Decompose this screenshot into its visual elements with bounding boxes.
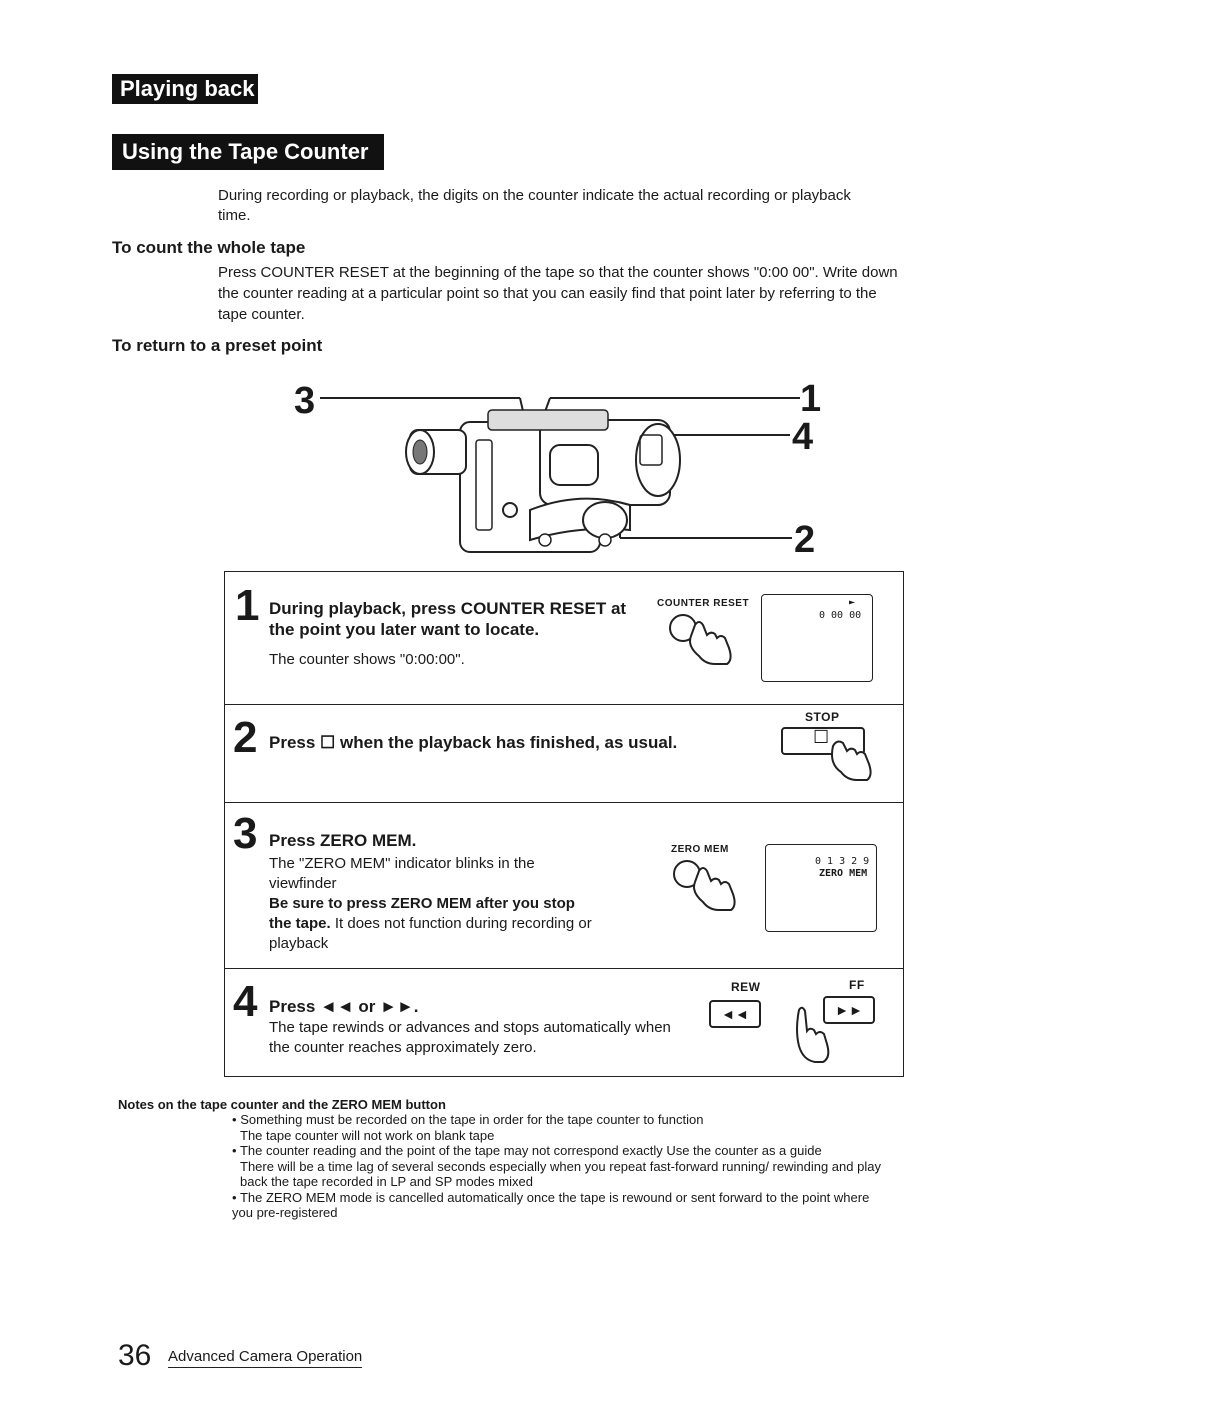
note-item xyxy=(232,1128,892,1144)
count-whole-text: Press COUNTER RESET at the beginning of the tape so that the counter shows "0:00 00". Write down the counter reading at a particular point so that you can easily find that point later by referring to the tape counter. xyxy=(218,264,898,323)
note-text: The tape counter will not work on blank tape xyxy=(240,1127,495,1143)
counter-display-symbol: ► xyxy=(849,597,856,608)
note-item xyxy=(232,1112,892,1128)
step-3-rest-text: It does not function during recording or playback xyxy=(269,915,592,952)
section-tag: Playing back xyxy=(112,74,258,104)
step-2-title: Press ☐ when the playback has finished, as usual. xyxy=(269,733,678,752)
bullet-icon: • xyxy=(232,1112,237,1127)
count-whole-heading: To count the whole tape xyxy=(112,238,306,257)
step-3-warning: Be sure to press ZERO MEM after you stop the tape. xyxy=(269,895,575,932)
notes-heading: Notes on the tape counter and the ZERO MEM button xyxy=(118,1097,446,1112)
step-4-title: Press ◄◄ or ►►. xyxy=(269,997,419,1016)
counter-display xyxy=(761,594,873,682)
camcorder-illustration xyxy=(280,380,840,560)
rew-symbol: ◄◄ xyxy=(721,1006,749,1022)
note-text: The ZERO MEM mode is cancelled automatically once the tape is rewound or sent forward to the point where you pre-registered xyxy=(232,1189,870,1220)
note-item xyxy=(232,1159,892,1190)
step-1-text: The counter shows "0:00:00". xyxy=(269,651,465,668)
step-divider xyxy=(225,802,903,803)
note-text: Something must be recorded on the tape in order for the tape counter to function xyxy=(240,1112,704,1127)
rew-ff-finger-icon xyxy=(789,1006,839,1072)
callout-2: 2 xyxy=(794,519,816,561)
step-divider xyxy=(225,704,903,705)
zero-mem-button-icon xyxy=(665,858,755,928)
step-1-title: During playback, press COUNTER RESET at the point you later want to locate. xyxy=(269,599,627,639)
callout-4: 4 xyxy=(792,416,814,458)
intro-text: During recording or playback, the digits on the counter indicate the actual recording or playback time. xyxy=(218,187,851,224)
ff-symbol: ►► xyxy=(835,1002,863,1018)
counter-reset-label: COUNTER RESET xyxy=(657,598,750,609)
ff-label: FF xyxy=(849,978,865,992)
stop-finger-icon xyxy=(825,742,875,792)
note-item xyxy=(232,1143,892,1159)
steps-table xyxy=(224,571,904,1077)
step-3-title: Press ZERO MEM. xyxy=(269,831,417,850)
bullet-icon: • xyxy=(232,1143,237,1158)
step-4-number: 4 xyxy=(233,977,258,1026)
rew-label: REW xyxy=(731,980,761,994)
step-3-number: 3 xyxy=(233,809,258,858)
note-text: The counter reading and the point of the tape may not correspond exactly Use the counter as a guide xyxy=(239,1143,822,1158)
footer-section: Advanced Camera Operation xyxy=(168,1348,362,1368)
zero-mem-display-value: 0 1 3 2 9 xyxy=(815,856,870,867)
step-divider xyxy=(225,968,903,969)
notes-list xyxy=(232,1112,892,1221)
page-title: Using the Tape Counter xyxy=(112,134,384,170)
step-3-blink-text: The "ZERO MEM" indicator blinks in the viewfinder xyxy=(269,855,535,892)
zero-mem-display-indicator: ZERO MEM xyxy=(819,868,868,879)
bullet-icon: • xyxy=(232,1189,237,1205)
stop-label: STOP xyxy=(805,710,840,724)
note-text: There will be a time lag of several seconds especially when you repeat fast-forward running/ rewinding and play back the tape recorded in LP and SP modes mixed xyxy=(240,1158,881,1189)
zero-mem-label: ZERO MEM xyxy=(671,844,729,855)
page-number: 36 xyxy=(118,1339,152,1372)
stop-button-symbol: ☐ xyxy=(813,727,830,747)
step-4-text: The tape rewinds or advances and stops automatically when the counter reaches approximately zero. xyxy=(269,1019,671,1056)
step-2-number: 2 xyxy=(233,713,258,762)
step-1-number: 1 xyxy=(235,581,260,630)
return-preset-heading: To return to a preset point xyxy=(112,336,323,355)
callout-1: 1 xyxy=(800,378,822,420)
note-item xyxy=(232,1190,892,1221)
camcorder-diagram xyxy=(280,380,840,560)
counter-reset-button-icon xyxy=(655,612,745,682)
counter-display-value: 0 00 00 xyxy=(819,610,862,621)
callout-3: 3 xyxy=(294,380,316,422)
rew-button-icon xyxy=(709,1000,761,1028)
step-3-text xyxy=(269,854,599,954)
